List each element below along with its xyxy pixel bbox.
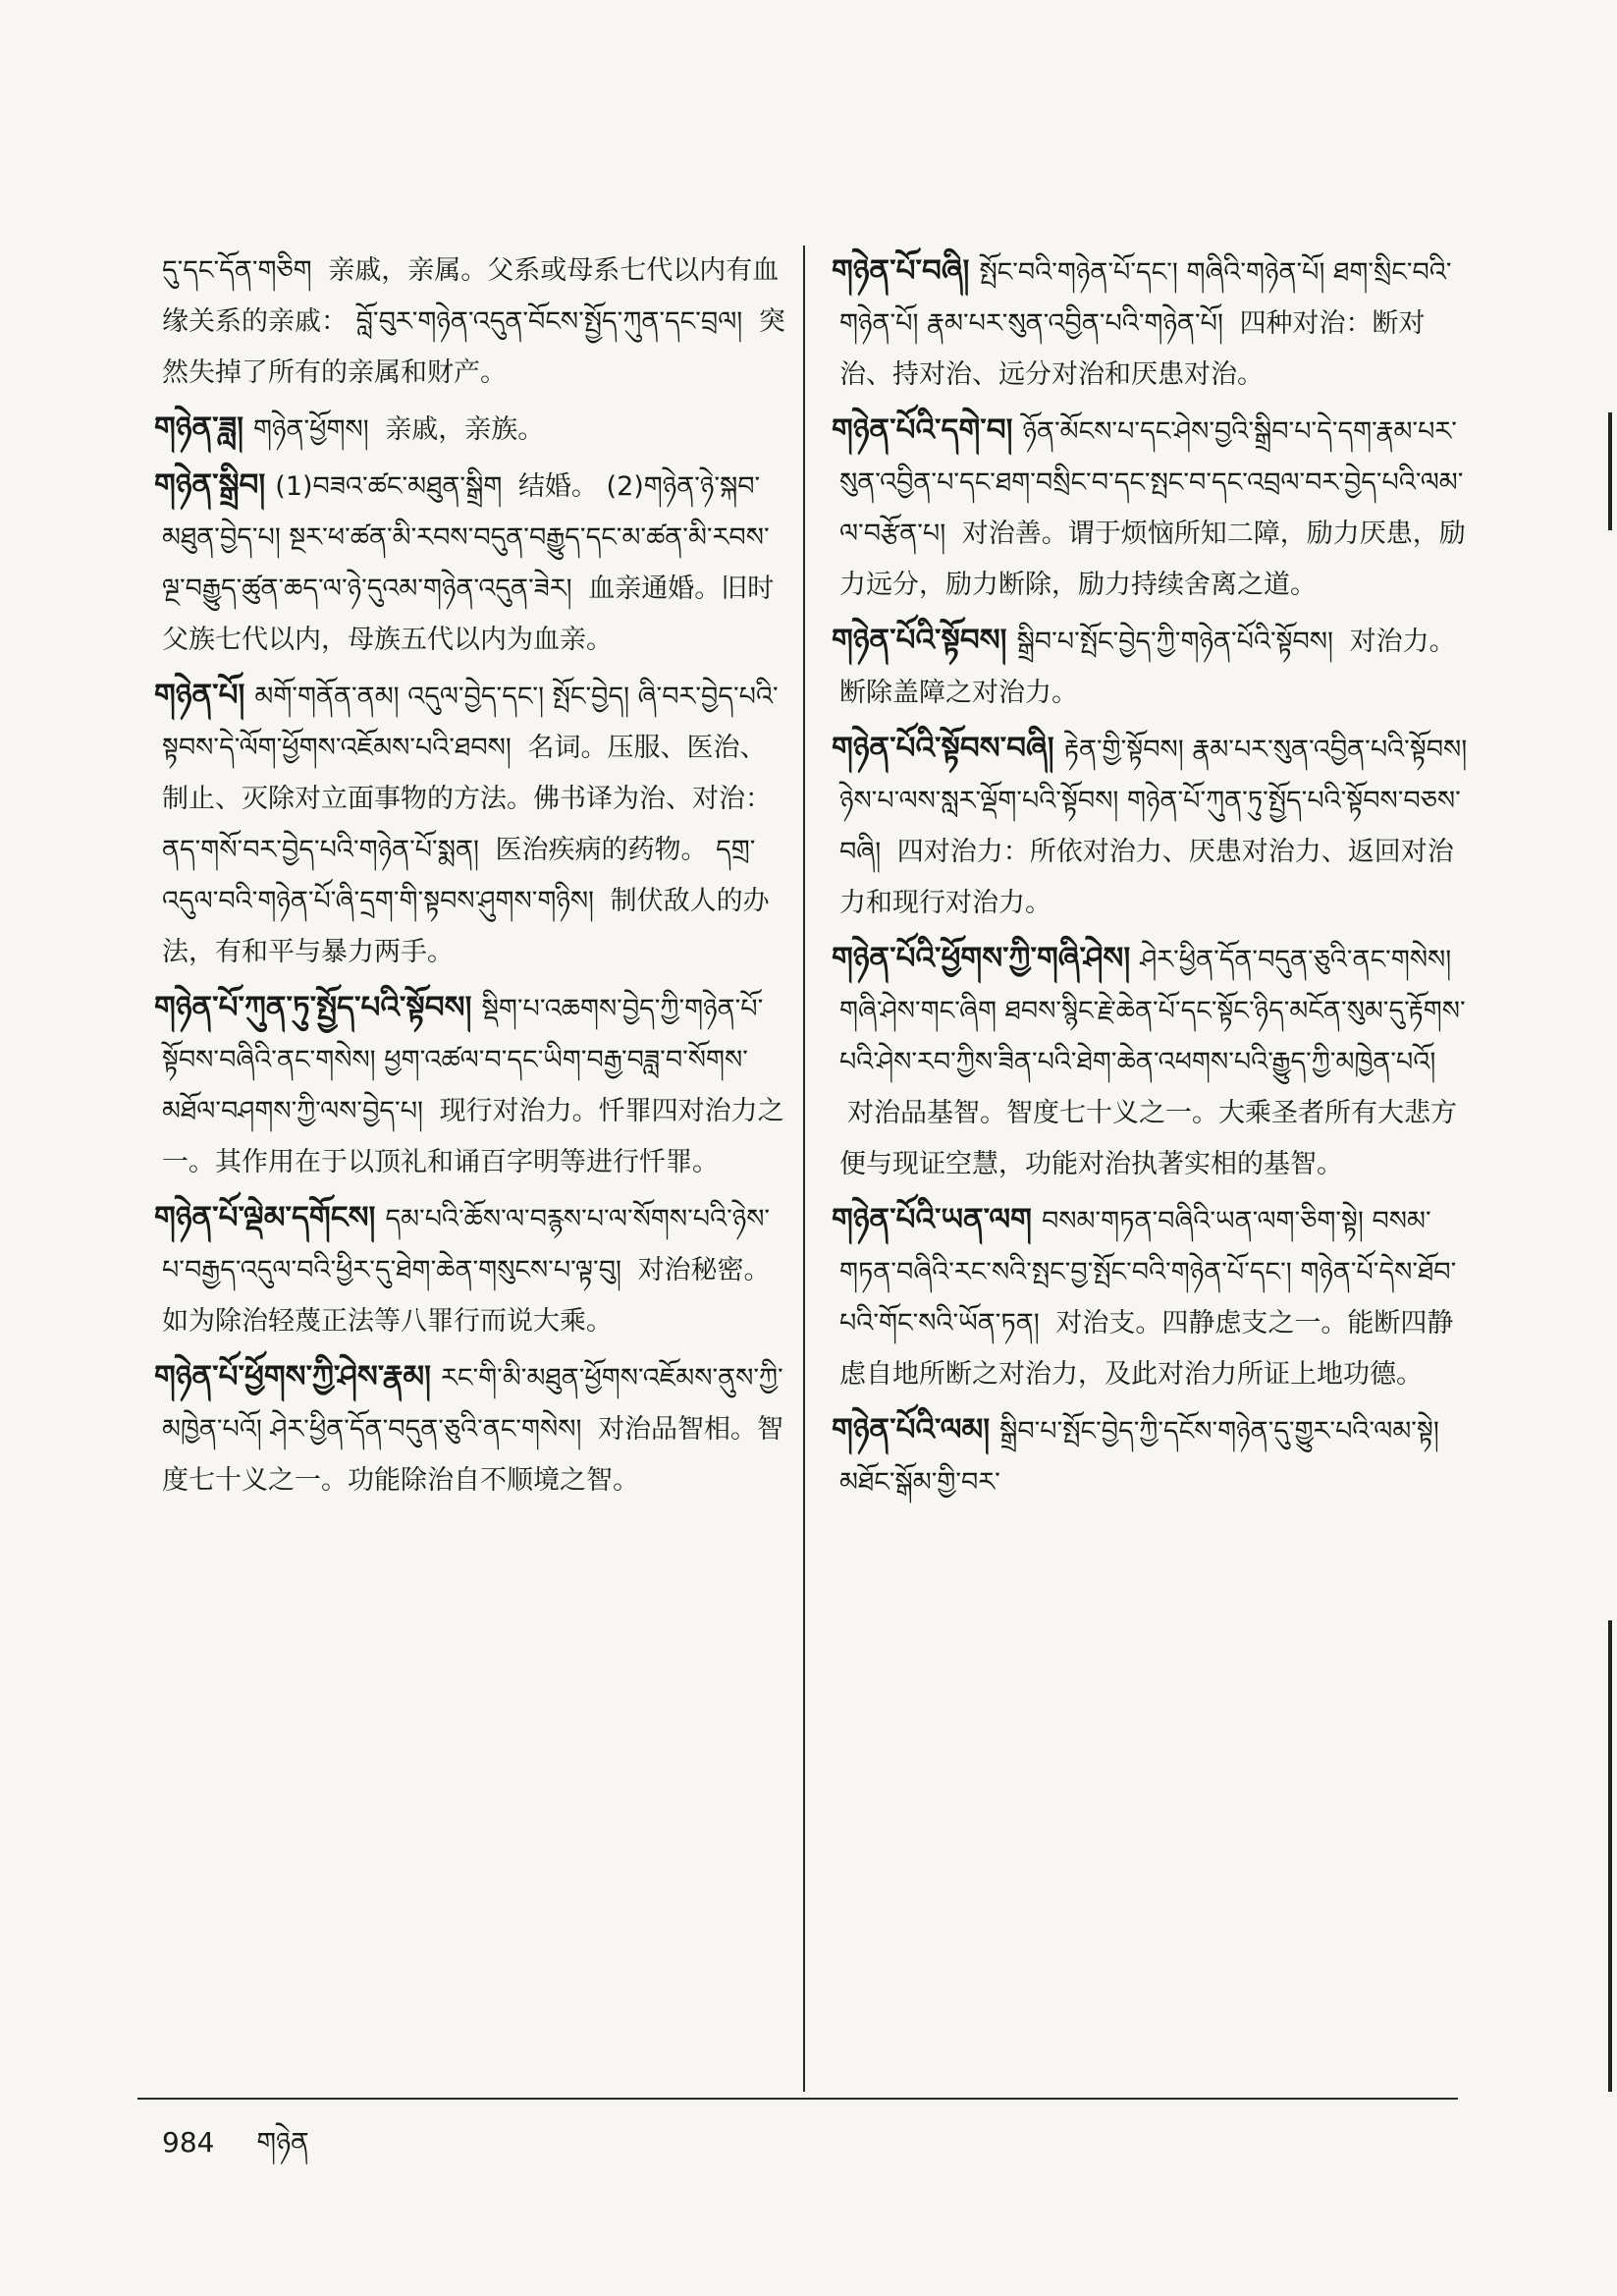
entry-headword: གཉེན་པོ་ཕྱོགས་ཀྱི་ཤེས་རྣམ། [154, 1359, 432, 1394]
left-column [154, 246, 790, 1510]
dictionary-entry [832, 246, 1478, 401]
entry-tibetan-definition: བསམ་གཏན་བཞིའི་ཡན་ལག་ཅིག་སྟེ། བསམ་གཏན་བཞིའི་རང་སའི་སྤང་བྱ་སྤོང་བའི་གཉེན་པོ་དང་། གཉེན་པོ་དེས་ཐོབ་པའི་གོང་སའི་ཡོན་ཏན། [839, 1206, 1457, 1339]
section-label: གཉེན [256, 2126, 309, 2159]
dictionary-entry [832, 1194, 1478, 1400]
dictionary-entry [832, 723, 1478, 929]
dictionary-entry [154, 460, 790, 666]
entry-tibetan-definition: ཤེར་ཕྱིན་དོན་བདུན་ཅུའི་ནང་གསེས། གཞི་ཤེས་གང་ཞིག ཐབས་སྙིང་རྗེ་ཆེན་པོ་དང་སྟོང་ཉིད་མངོན་སུམ་དུ་རྟོགས་པའི་ཤེས་རབ་ཀྱིས་ཟིན་པའི་ཐེག་ཆེན་འཕགས་པའི་རྒྱུད་ཀྱི་མཁྱེན་པའོ། [839, 945, 1466, 1077]
entry-tibetan-definition: མགོ་གནོན་ནམ། འདུལ་བྱེད་དང་། སྤོང་བྱེད། ཞི་བར་བྱེད་པའི་སྟབས་དེ་ལོག་ཕྱོགས་འཇོམས་པའི་ཐབས། [162, 682, 779, 763]
entry-chinese-gloss: 制伏敌人的办法，有和平与暴力两手。 [162, 886, 770, 967]
entry-headword: གཉེན་སྒྲིབ། [154, 467, 266, 503]
entry-tibetan-definition: སྤོང་བའི་གཉེན་པོ་དང་། གཞིའི་གཉེན་པོ། ཐག་སྲིང་བའི་གཉེན་པོ། རྣམ་པར་སུན་འབྱིན་པའི་གཉེན་པོ། [839, 257, 1452, 339]
entry-headword: གཉེན་པོའི་དགེ་བ། [832, 412, 1013, 448]
entry-tibetan-definition: སྡིག་པ་འཆགས་བྱེད་ཀྱི་གཉེན་པོ་སྟོབས་བཞིའི་ནང་གསེས། ཕྱག་འཚལ་བ་དང་ཡིག་བརྒྱ་བཟླ་བ་སོགས་མཐོལ་བཤགས་ཀྱི་ལས་བྱེད་པ། [162, 994, 764, 1126]
entry-headword: གཉེན་པོ་ཀུན་ཏུ་སྤྱོད་པའི་སྟོབས། [154, 990, 472, 1025]
entry-headword: གཉེན་པོ་བཞི། [832, 253, 970, 289]
right-column [832, 246, 1478, 1512]
entry-tibetan-definition: སྒྲིབ་པ་སྤོང་བྱེད་ཀྱི་གཉེན་པོའི་སྟོབས། [1016, 627, 1334, 657]
page-footer [162, 2111, 343, 2189]
dictionary-entry [154, 1192, 790, 1347]
entry-chinese-gloss: 结婚。 [517, 471, 598, 502]
entry-tibetan-definition: དགྲ་འདུལ་བའི་གཉེན་པོ་ཞི་དྲག་གི་སྟབས་ཤུགས་གཉིས། [162, 835, 756, 916]
entry-headword: གཉེན་པོའི་སྟོབས། [832, 623, 1007, 658]
dictionary-entry [154, 982, 790, 1188]
entry-chinese-gloss: 亲戚，亲属。父系或母系七代以内有血缘关系的亲戚： [162, 255, 780, 337]
entry-headword: གཉེན་པོའི་ཡན་ལག [832, 1202, 1032, 1237]
entry-chinese-gloss: 对治力。断除盖障之对治力。 [839, 627, 1456, 708]
scan-edge-mark [1608, 1620, 1612, 2092]
entry-tibetan-definition: སྒྲིབ་པ་སྤོང་བྱེད་ཀྱི་དངོས་གཉེན་དུ་གྱུར་པའི་ལམ་སྟེ། མཐོང་སྒོམ་གྱི་བར་ [839, 1416, 1439, 1498]
page-number: 984 [162, 2126, 215, 2159]
entry-chinese-gloss: 突然失掉了所有的亲属和财产。 [162, 306, 785, 388]
entry-headword: གཉེན་པོའི་ཕྱོགས་ཀྱི་གཞི་ཤེས། [832, 941, 1131, 976]
entry-tibetan-definition: དམ་པའི་ཆོས་ལ་བརྙས་པ་ལ་སོགས་པའི་ཉེས་པ་བརྒྱད་འདུལ་བའི་ཕྱིར་དུ་ཐེག་ཆེན་གསུངས་པ་ལྟ་བུ། [162, 1204, 771, 1285]
entry-headword: གཉེན་པོའི་སྟོབས་བཞི། [832, 731, 1054, 766]
footer-rule [137, 2098, 1458, 2100]
entry-headword: གཉེན་པོ། [154, 678, 245, 713]
entry-tibetan-definition: རང་གི་མི་མཐུན་ཕྱོགས་འཇོམས་ནུས་ཀྱི་མཁྱེན་པའོ། ཤེར་ཕྱིན་དོན་བདུན་ཅུའི་ནང་གསེས། [162, 1363, 783, 1445]
entry-tibetan-definition: ནད་གསོ་བར་བྱེད་པའི་གཉེན་པོ་སྨན། [162, 835, 479, 865]
entry-chinese-gloss: 四种对治：断对治、持对治、远分对治和厌患对治。 [839, 308, 1426, 390]
entry-tibetan-definition: བློ་བུར་གཉེན་འདུན་བོངས་སྤྱོད་ཀུན་དང་བྲལ། [355, 306, 743, 337]
entry-chinese-gloss: 血亲通婚。旧时父族七代以内，母族五代以内为血亲。 [162, 574, 775, 655]
dictionary-entry [154, 670, 790, 978]
entry-headword: གཉེན་པོ་ལྡེམ་དགོངས། [154, 1200, 376, 1235]
entry-headword: གཉེན་པོའི་ལམ། [832, 1412, 991, 1448]
entry-chinese-gloss: 医治疾病的药物。 [495, 835, 708, 865]
entry-chinese-gloss: 亲戚，亲族。 [385, 414, 545, 445]
entry-chinese-gloss: 现行对治力。忏罪四对治力之一。其作用在于以顶礼和诵百字明等进行忏罪。 [162, 1096, 784, 1177]
entry-tibetan-definition: རྟེན་གྱི་སྟོབས། རྣམ་པར་སུན་འབྱིན་པའི་སྟོབས། ཉེས་པ་ལས་སླར་ལྡོག་པའི་སྟོབས། གཉེན་པོ་ཀུན་ཏུ་སྤྱོད་པའི་སྟོབས་བཅས་བཞི། [839, 735, 1468, 867]
entry-chinese-gloss: 对治品智相。智度七十义之一。功能除治自不顺境之智。 [162, 1414, 784, 1496]
dictionary-entry [162, 246, 790, 399]
entry-chinese-gloss: 对治支。四静虑支之一。能断四静虑自地所断之对治力，及此对治力所证上地功德。 [839, 1308, 1454, 1390]
dictionary-entry [832, 933, 1478, 1190]
entry-tibetan-definition: གཉེན་ཕྱོགས། [253, 414, 369, 445]
entry-tibetan-definition: ཉོན་མོངས་པ་དང་ཤེས་བྱའི་སྒྲིབ་པ་དེ་དག་རྣམ་པར་སུན་འབྱིན་པ་དང་ཐག་བསྲིང་བ་དང་སྤང་བ་དང་འབྲལ་བར་བྱེད་པའི་ལམ་ལ་བརྩོན་པ། [839, 416, 1464, 549]
dictionary-entry [154, 1351, 790, 1506]
dictionary-entry [832, 615, 1478, 719]
entry-headword: གཉེན་ཟླ། [154, 410, 244, 446]
dictionary-entry [832, 1404, 1478, 1508]
entry-tibetan-definition: (1)བཟའ་ཚང་མཐུན་སྒྲིག [275, 471, 503, 502]
dictionary-entry [154, 403, 790, 456]
entry-chinese-gloss: 四对治力：所依对治力、厌患对治力、返回对治力和现行对治力。 [839, 837, 1454, 918]
scan-edge-mark [1608, 412, 1612, 530]
entry-tibetan-definition: དུ་དང་དོན་གཅིག [162, 255, 312, 286]
entry-chinese-gloss: 对治善。谓于烦恼所知二障，励力厌患，励力远分，励力断除，励力持续舍离之道。 [839, 519, 1466, 600]
entry-chinese-gloss: 名词。压服、医治、制止、灭除对立面事物的方法。佛书译为治、对治： [162, 733, 772, 814]
column-divider [803, 246, 805, 2092]
entry-chinese-gloss: 对治品基智。智度七十义之一。大乘圣者所有大悲方便与现证空慧，功能对治执著实相的基智。 [839, 1098, 1457, 1179]
dictionary-entry [832, 405, 1478, 611]
entry-tibetan-definition: (2)གཉེན་ཉེ་སྐབ་མཐུན་བྱེད་པ། སྔར་ཕ་ཚན་མི་རབས་བདུན་བརྒྱུད་དང་མ་ཚན་མི་རབས་ལྔ་བརྒྱུད་ཚུན་ཆད་ལ་ཉེ་དུའམ་གཉེན་འདུན་ཟེར། [162, 471, 770, 604]
entry-chinese-gloss: 对治秘密。如为除治轻蔑正法等八罪行而说大乘。 [162, 1255, 771, 1337]
